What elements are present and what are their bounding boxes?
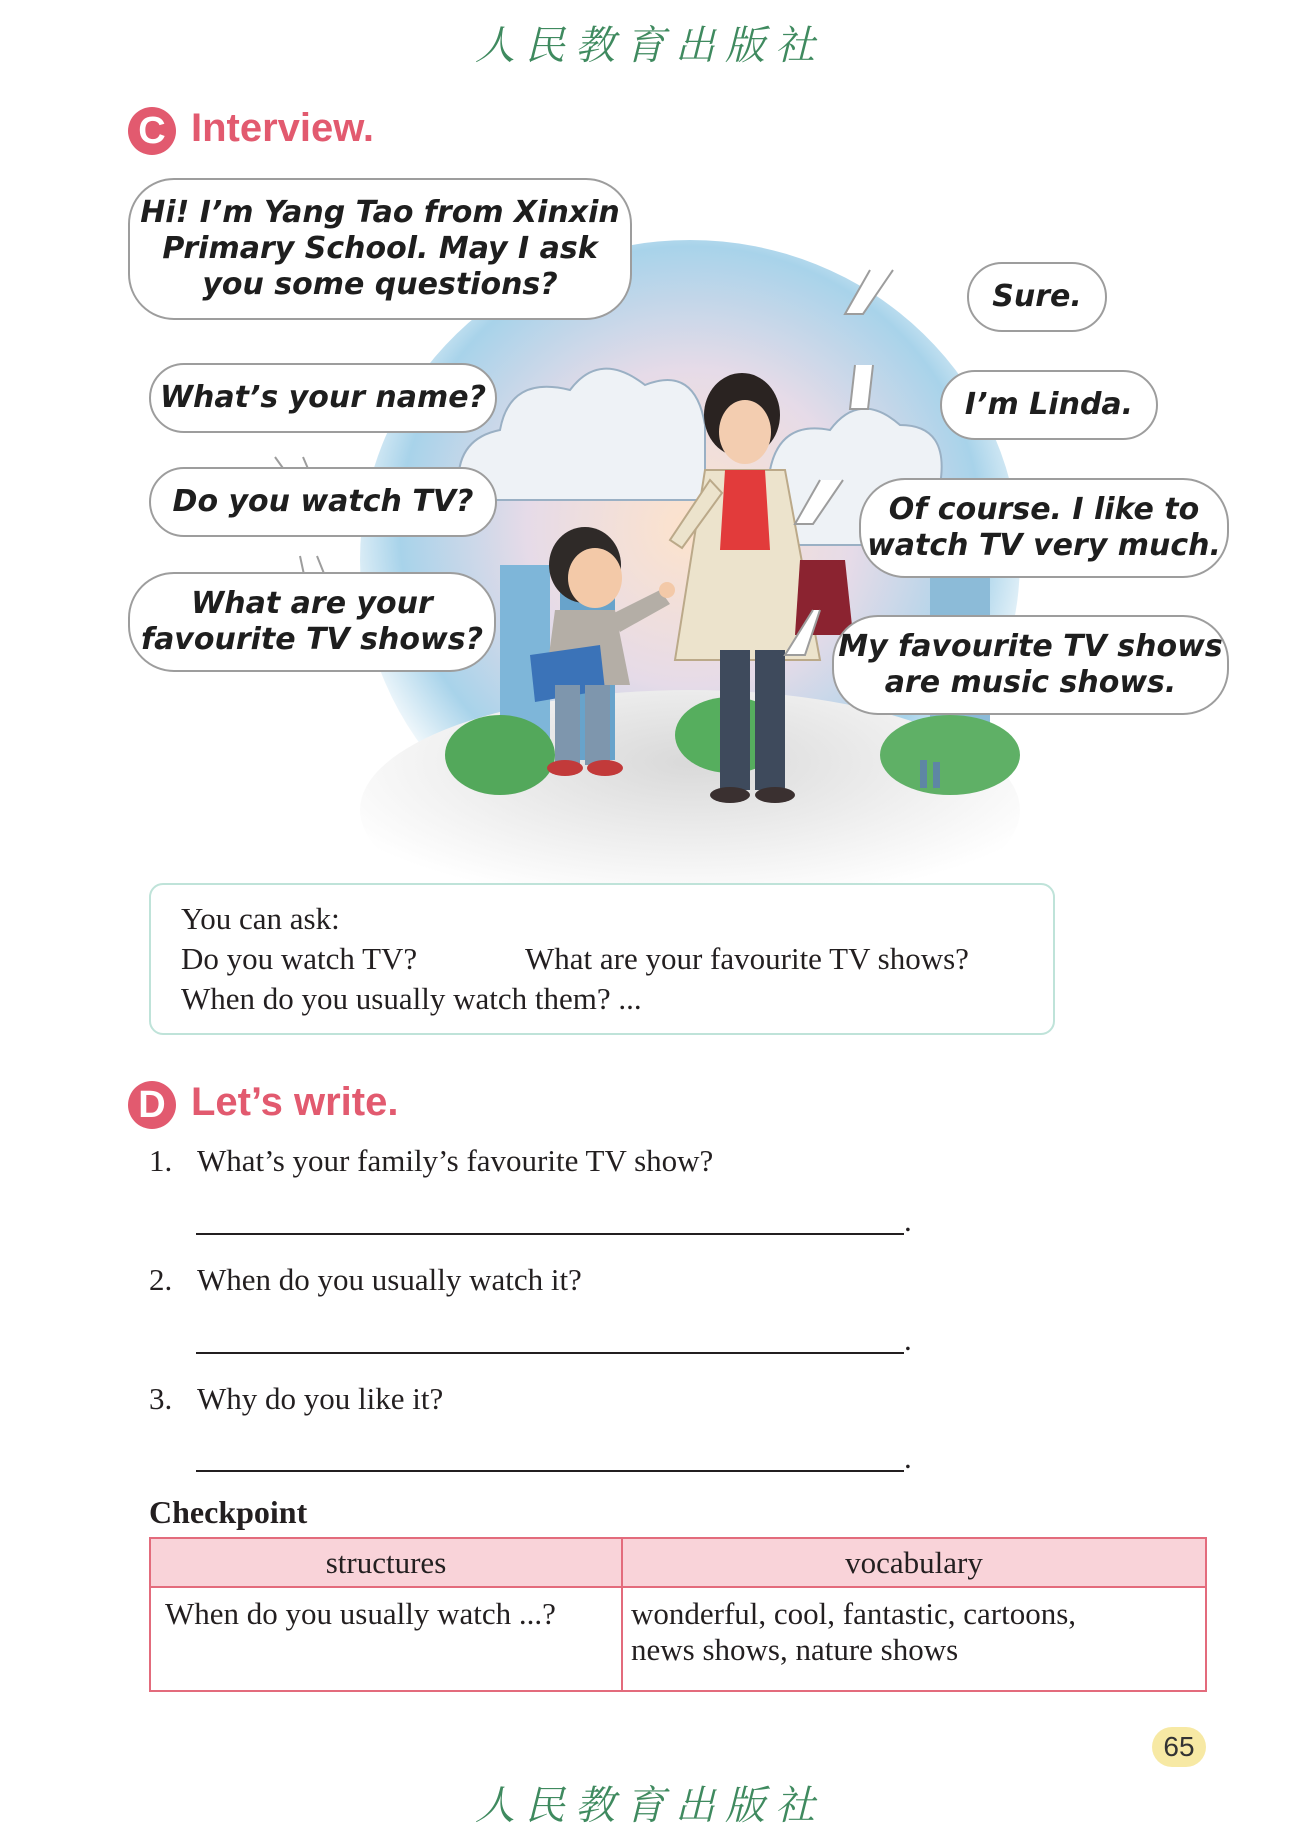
vocabulary-line-1: wonderful, cool, fantastic, cartoons, <box>631 1596 1077 1631</box>
answer-1-period: . <box>904 1203 912 1238</box>
answer-2-blank[interactable] <box>196 1352 904 1354</box>
boy-bubble-greeting <box>128 178 632 320</box>
bubble-line: Hi! I’m Yang Tao from Xinxin <box>140 195 620 230</box>
section-d-badge: D <box>128 1081 176 1129</box>
section-c-badge: C <box>128 107 176 155</box>
bubble-line: are music shows. <box>884 665 1177 700</box>
vocabulary-line-2: news shows, nature shows <box>631 1632 959 1667</box>
bubble-line: What’s your name? <box>159 380 487 415</box>
answer-3-blank[interactable] <box>196 1470 904 1472</box>
cell-vocabulary <box>622 1587 1206 1691</box>
answer-1-blank[interactable] <box>196 1233 904 1235</box>
woman-bubble-sure <box>967 262 1107 332</box>
woman-bubble-of-course <box>859 478 1229 578</box>
footer-publisher-watermark: 人民教育出版社 <box>475 1783 825 1829</box>
ask-box-intro: You can ask: <box>181 901 340 936</box>
woman-bubble-favourite <box>832 615 1229 715</box>
bubble-line: Sure. <box>992 279 1082 314</box>
checkpoint-header-row <box>150 1538 1206 1587</box>
bubble-line: I’m Linda. <box>964 387 1134 422</box>
cell-structures: When do you usually watch ...? <box>150 1587 622 1691</box>
checkpoint-table <box>149 1537 1207 1692</box>
answer-2-period: . <box>904 1322 912 1357</box>
ask-box-question-3: When do you usually watch them? ... <box>181 981 642 1016</box>
bubble-line: Primary School. May I ask <box>162 231 598 266</box>
checkpoint-row <box>150 1587 1206 1691</box>
question-3-text: Why do you like it? <box>197 1381 444 1416</box>
section-d-title: Let’s write. <box>191 1080 399 1124</box>
boy-bubble-favourite <box>128 572 496 672</box>
header-structures: structures <box>150 1538 622 1587</box>
you-can-ask-box <box>149 883 1055 1035</box>
woman-bubble-name <box>940 370 1158 440</box>
question-2-text: When do you usually watch it? <box>197 1262 582 1297</box>
boy-bubble-name <box>149 363 497 433</box>
bubble-line: What are your <box>191 586 433 621</box>
question-1-number: 1. <box>149 1143 173 1178</box>
bubble-line: Of course. I like to <box>888 492 1200 527</box>
ask-box-question-2: What are your favourite TV shows? <box>525 941 969 976</box>
header-vocabulary: vocabulary <box>622 1538 1206 1587</box>
page-number: 65 <box>1152 1727 1206 1767</box>
question-1-text: What’s your family’s favourite TV show? <box>197 1143 714 1178</box>
bubble-line: watch TV very much. <box>867 528 1221 563</box>
bubble-line: Do you watch TV? <box>172 484 474 519</box>
question-3-number: 3. <box>149 1381 173 1416</box>
section-c-title: Interview. <box>191 106 375 150</box>
ask-box-question-1: Do you watch TV? <box>181 941 418 976</box>
question-2-number: 2. <box>149 1262 173 1297</box>
bubble-line: you some questions? <box>202 267 558 302</box>
checkpoint-title: Checkpoint <box>149 1494 308 1530</box>
bubble-line: My favourite TV shows <box>838 629 1223 664</box>
boy-bubble-watch-tv <box>149 467 497 537</box>
header-publisher-watermark: 人民教育出版社 <box>475 23 825 69</box>
answer-3-period: . <box>904 1440 912 1475</box>
bubble-line: favourite TV shows? <box>141 622 483 657</box>
